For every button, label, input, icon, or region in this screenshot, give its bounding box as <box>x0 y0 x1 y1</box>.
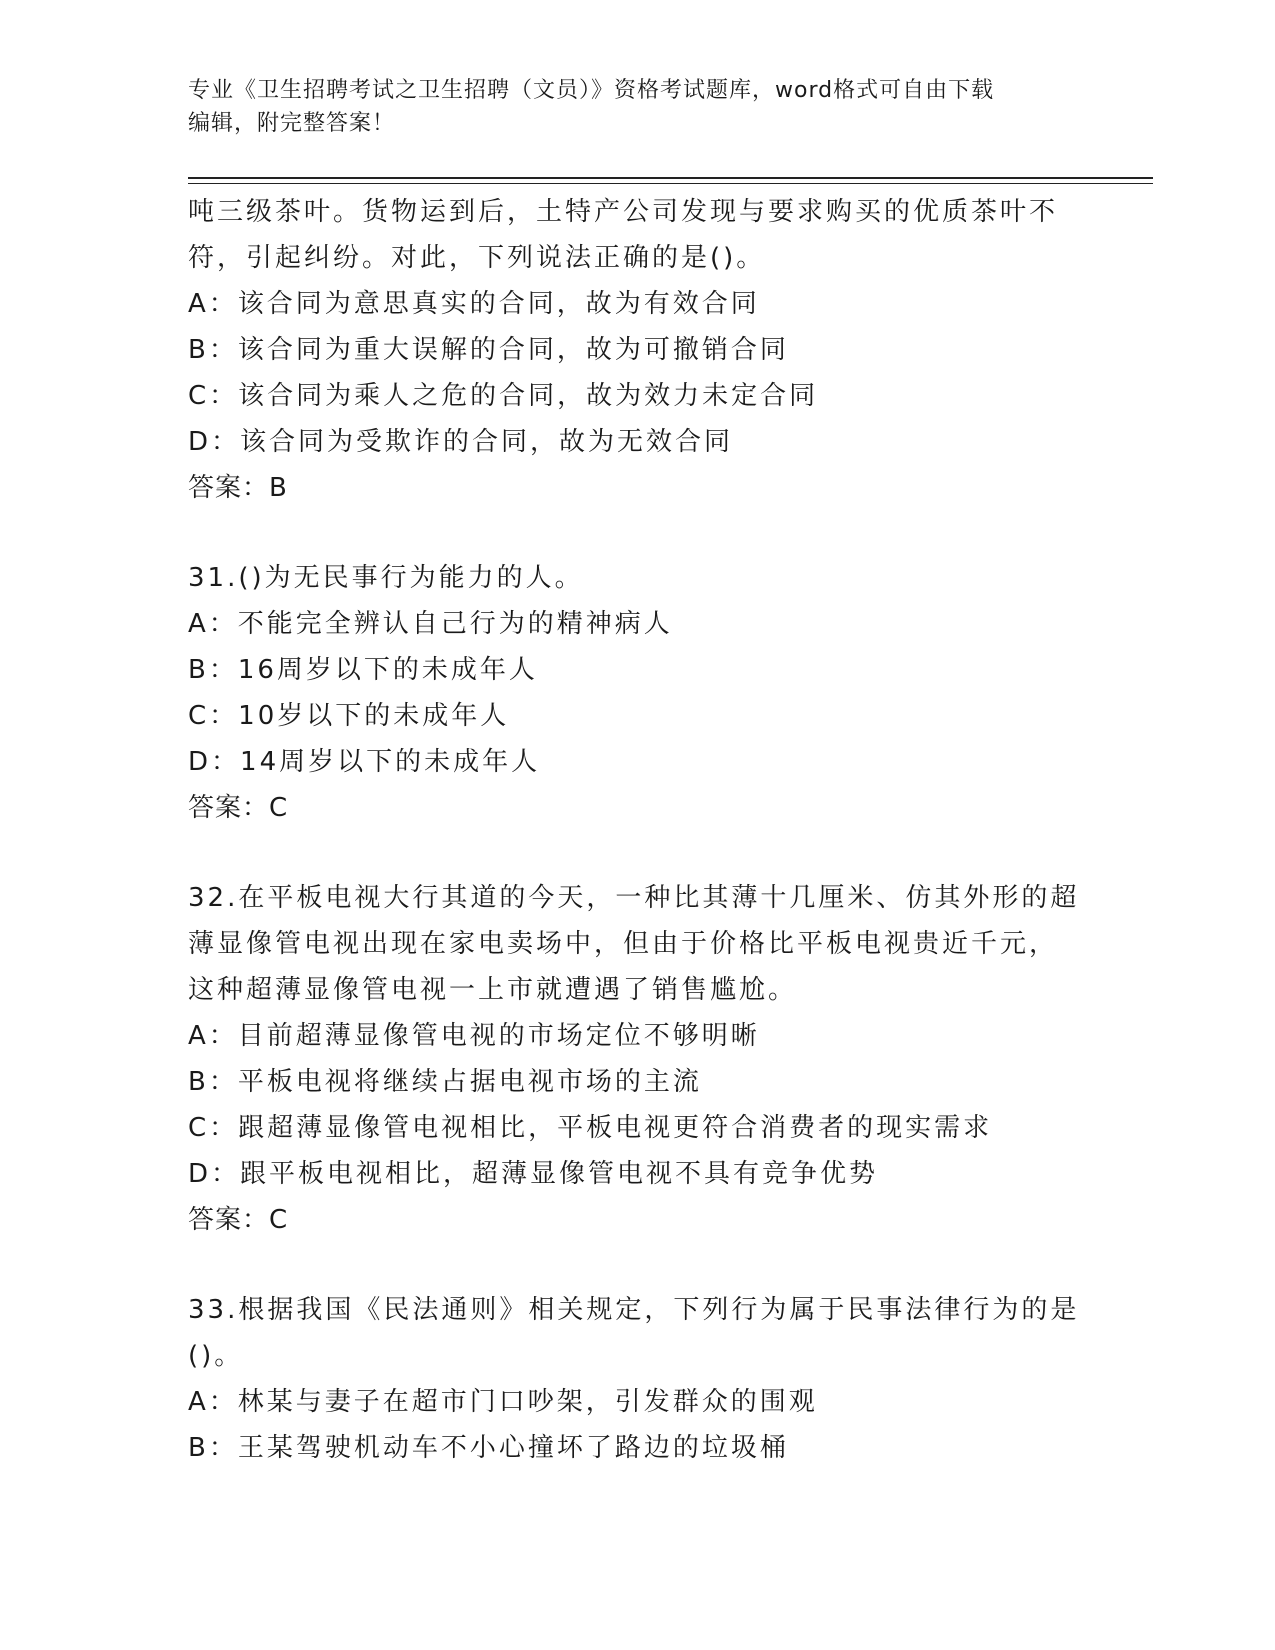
question-stem-line: 这种超薄显像管电视一上市就遭遇了销售尴尬。 <box>188 975 798 1005</box>
header-line-1: 专业《卫生招聘考试之卫生招聘（文员）》资格考试题库，word格式可自由下载 <box>188 78 995 103</box>
question-stem-line: 33.根据我国《民法通则》相关规定，下列行为属于民事法律行为的是 <box>188 1295 1080 1325</box>
option-c: C：10岁以下的未成年人 <box>188 701 510 731</box>
option-b: B：王某驾驶机动车不小心撞坏了路边的垃圾桶 <box>188 1433 789 1463</box>
question-stem-line: 吨三级茶叶。货物运到后，土特产公司发现与要求购买的优质茶叶不 <box>188 197 1059 227</box>
option-b: B：平板电视将继续占据电视市场的主流 <box>188 1067 702 1097</box>
document-header <box>188 74 1088 140</box>
option-d: D：该合同为受欺诈的合同，故为无效合同 <box>188 427 734 457</box>
answer-line: 答案：C <box>188 1205 289 1235</box>
option-a: A：该合同为意思真实的合同，故为有效合同 <box>188 289 760 319</box>
question-list <box>188 189 1128 1471</box>
question-spacer <box>188 831 1128 875</box>
question-spacer <box>188 1243 1128 1287</box>
header-line-2: 编辑，附完整答案！ <box>188 111 396 136</box>
question-stem-line: ()。 <box>188 1341 244 1371</box>
option-d: D：14周岁以下的未成年人 <box>188 747 541 777</box>
option-c: C：该合同为乘人之危的合同，故为效力未定合同 <box>188 381 819 411</box>
option-a: A：目前超薄显像管电视的市场定位不够明晰 <box>188 1021 760 1051</box>
option-b: B：16周岁以下的未成年人 <box>188 655 538 685</box>
option-b: B：该合同为重大误解的合同，故为可撤销合同 <box>188 335 789 365</box>
question-stem-line: 符，引起纠纷。对此，下列说法正确的是()。 <box>188 243 766 273</box>
question-31 <box>188 555 1128 831</box>
option-a: A：林某与妻子在超市门口吵架，引发群众的围观 <box>188 1387 818 1417</box>
header-rule-thin <box>188 183 1153 184</box>
question-stem-line: 32.在平板电视大行其道的今天，一种比其薄十几厘米、仿其外形的超 <box>188 883 1080 913</box>
question-33 <box>188 1287 1128 1471</box>
question-stem-line: 31.()为无民事行为能力的人。 <box>188 563 584 593</box>
option-d: D：跟平板电视相比，超薄显像管电视不具有竞争优势 <box>188 1159 879 1189</box>
answer-line: 答案：C <box>188 793 289 823</box>
question-spacer <box>188 511 1128 555</box>
header-rule-thick <box>188 177 1153 179</box>
option-c: C：跟超薄显像管电视相比，平板电视更符合消费者的现实需求 <box>188 1113 993 1143</box>
answer-line: 答案：B <box>188 473 288 503</box>
question-30 <box>188 189 1128 511</box>
option-a: A：不能完全辨认自己行为的精神病人 <box>188 609 673 639</box>
question-stem-line: 薄显像管电视出现在家电卖场中，但由于价格比平板电视贵近千元， <box>188 929 1059 959</box>
question-32 <box>188 875 1128 1243</box>
